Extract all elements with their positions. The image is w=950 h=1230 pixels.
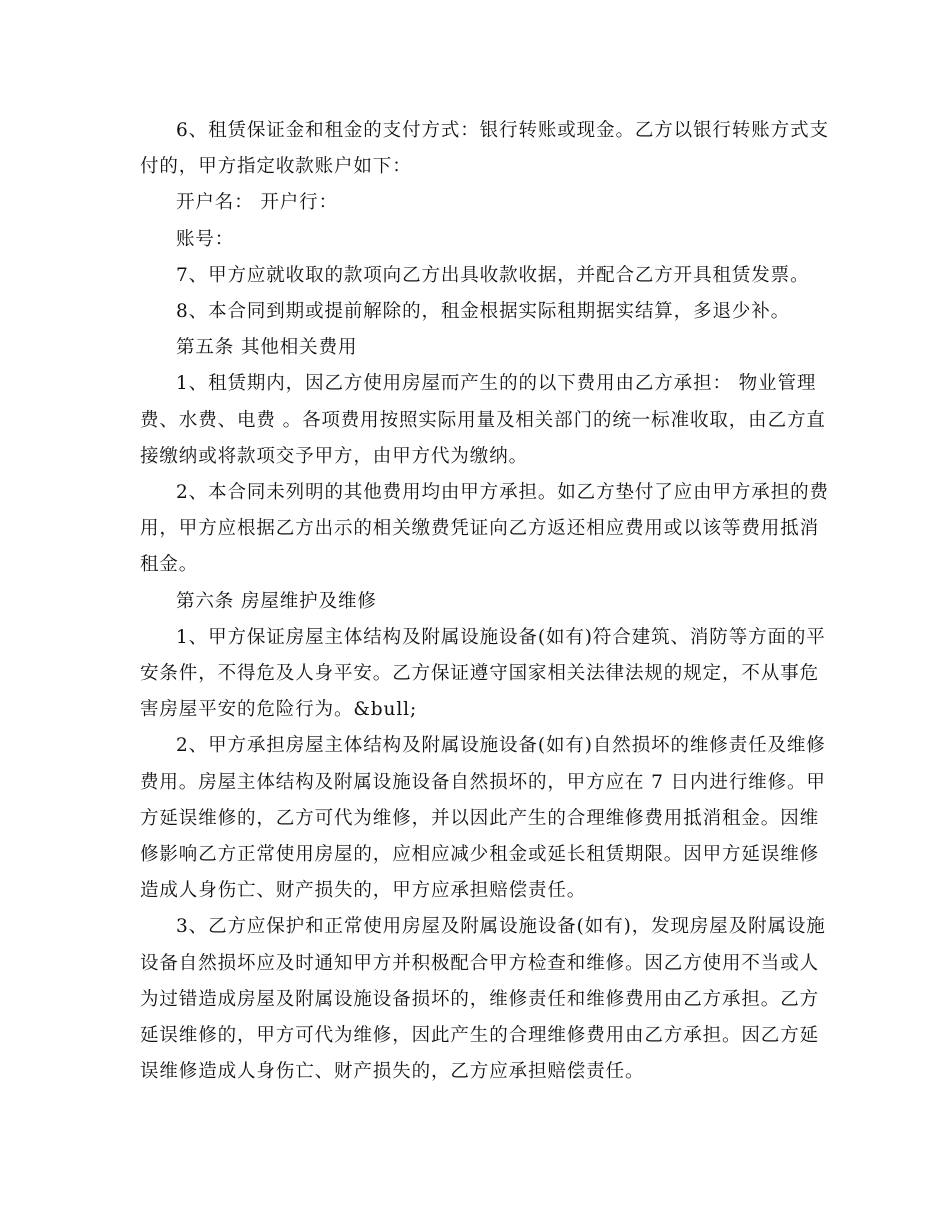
text-line: 延误维修的，甲方可代为维修，因此产生的合理维修费用由乙方承担。因乙方延 (140, 1025, 820, 1047)
text-line: 安条件，不得危及人身平安。乙方保证遵守国家相关法律法规的规定，不从事危 (140, 663, 820, 685)
text-line: 设备自然损坏应及时通知甲方并积极配合甲方检查和维修。因乙方使用不当或人 (140, 952, 820, 974)
text-line: 8、本合同到期或提前解除的，租金根据实际租期据实结算，多退少补。 (176, 301, 791, 323)
text-line: 2、甲方承担房屋主体结构及附属设施设备(如有)自然损坏的维修责任及维修 (176, 735, 826, 757)
text-line: 造成人身伤亡、财产损失的，甲方应承担赔偿责任。 (140, 880, 587, 902)
text-line: 费、水费、电费 。各项费用按照实际用量及相关部门的统一标准收取，由乙方直 (140, 409, 826, 431)
text-line: 第六条 房屋维护及维修 (176, 590, 377, 612)
text-line: 7、甲方应就收取的款项向乙方出具收款收据，并配合乙方开具租赁发票。 (176, 264, 810, 286)
text-line: 6、租赁保证金和租金的支付方式：银行转账或现金。乙方以银行转账方式支 (176, 120, 829, 141)
text-line: 付的，甲方指定收款账户如下： (140, 156, 412, 178)
text-line: 费用。房屋主体结构及附属设施设备自然损坏的，甲方应在 7 日内进行维修。甲 (140, 771, 826, 793)
text-line: 害房屋平安的危险行为。&bull; (140, 699, 418, 721)
document-body (140, 113, 829, 1090)
text-line: 1、甲方保证房屋主体结构及附属设施设备(如有)符合建筑、消防等方面的平 (176, 626, 826, 648)
text-line: 方延误维修的，乙方可代为维修，并以因此产生的合理维修费用抵消租金。因维 (140, 807, 820, 829)
text-line: 为过错造成房屋及附属设施设备损坏的，维修责任和维修费用由乙方承担。乙方 (140, 988, 820, 1010)
text-line: 2、本合同未列明的其他费用均由甲方承担。如乙方垫付了应由甲方承担的费 (176, 482, 829, 504)
text-line: 1、租赁期内，因乙方使用房屋而产生的的以下费用由乙方承担： 物业管理 (176, 373, 817, 395)
text-line: 误维修造成人身伤亡、财产损失的，乙方应承担赔偿责任。 (140, 1061, 645, 1083)
text-line: 接缴纳或将款项交予甲方，由甲方代为缴纳。 (140, 445, 529, 467)
text-line: 3、乙方应保护和正常使用房屋及附属设施设备(如有)，发现房屋及附属设施 (176, 916, 826, 938)
text-line: 第五条 其他相关费用 (176, 337, 358, 359)
text-line: 开户名： 开户行： (176, 192, 338, 214)
text-line: 修影响乙方正常使用房屋的，应相应减少租金或延长租赁期限。因甲方延误维修 (140, 844, 820, 866)
text-line: 租金。 (140, 554, 199, 576)
text-line: 用，甲方应根据乙方出示的相关缴费凭证向乙方返还相应费用或以该等费用抵消 (140, 518, 820, 540)
text-line: 账号： (176, 228, 235, 250)
